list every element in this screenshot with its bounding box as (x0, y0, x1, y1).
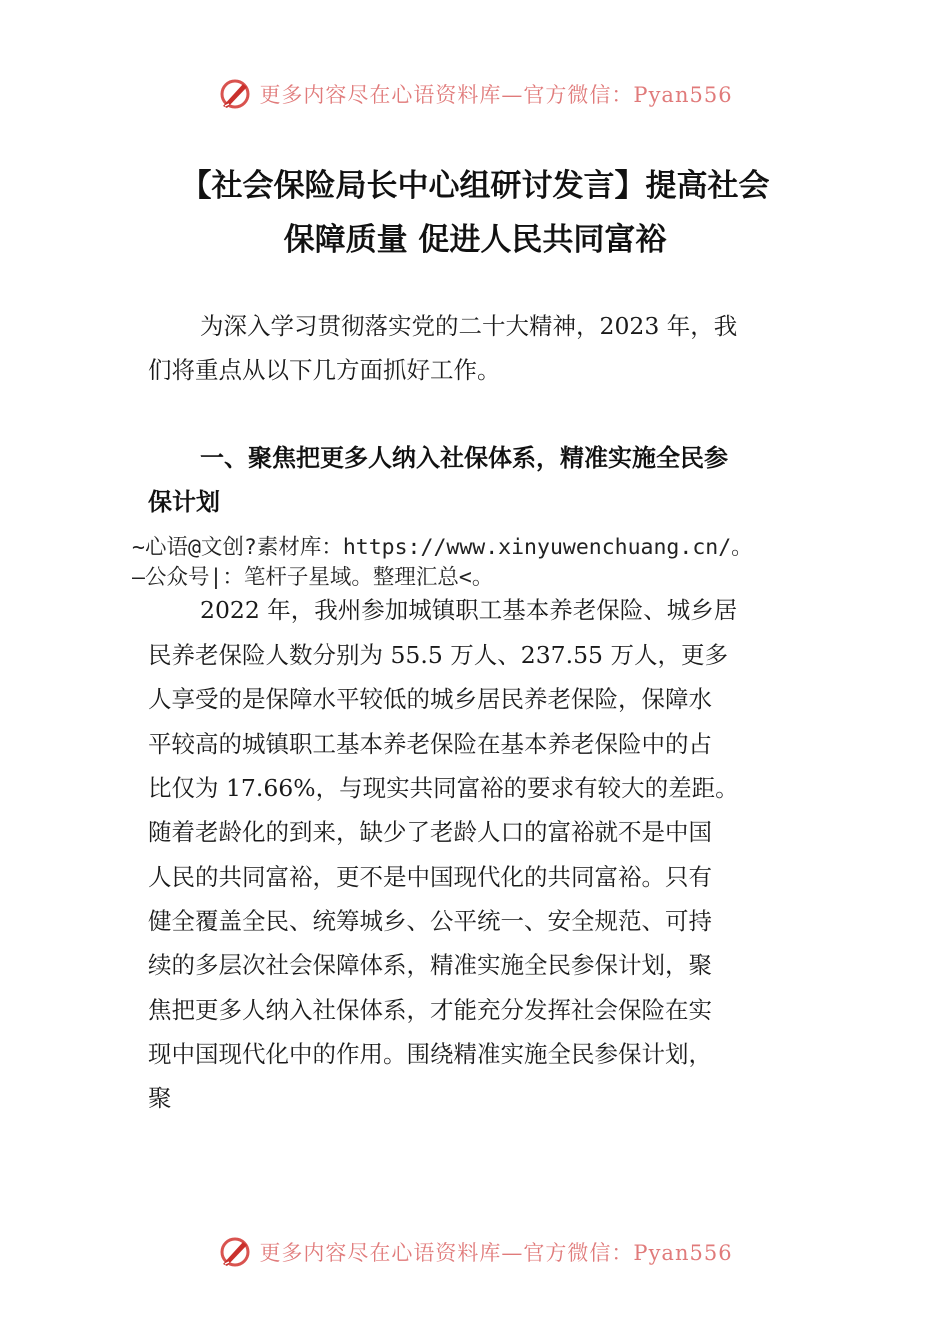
paragraph-line: 人享受的是保障水平较低的城乡居民养老保险，保障水 (148, 685, 712, 713)
footer-banner (0, 1230, 950, 1274)
intro-line-1: 为深入学习贯彻落实党的二十大精神，2023 年，我 (200, 312, 738, 340)
header-banner (0, 72, 950, 116)
source-note-line-1: ~心语@文创?素材库：https://www.xinyuwenchuang.cn/。 (132, 535, 753, 560)
paragraph-line: 随着老龄化的到来，缺少了老龄人口的富裕就不是中国 (148, 818, 712, 846)
paragraph-line: 续的多层次社会保障体系，精准实施全民参保计划，聚 (148, 951, 712, 979)
paragraph-line: 健全覆盖全民、统筹城乡、公平统一、安全规范、可持 (148, 907, 712, 935)
section-heading-line-1: 一、聚焦把更多人纳入社保体系，精准实施全民参 (200, 444, 728, 472)
page-title-line-1: 【社会保险局长中心组研讨发言】提高社会 (180, 168, 770, 204)
paragraph-line: 平较高的城镇职工基本养老保险在基本养老保险中的占 (148, 730, 712, 758)
source-note-line-2: —公众号|：笔杆子星域。整理汇总<。 (132, 565, 494, 590)
banner-text: 更多内容尽在心语资料库—官方微信：Pyan556 (259, 83, 733, 107)
paragraph-line: 现中国现代化中的作用。围绕精准实施全民参保计划， (148, 1040, 712, 1068)
pen-logo-icon (217, 76, 253, 112)
intro-line-2: 们将重点从以下几方面抓好工作。 (148, 356, 501, 384)
paragraph-line: 民养老保险人数分别为 55.5 万人、237.55 万人，更多 (148, 641, 728, 669)
paragraph-line: 人民的共同富裕，更不是中国现代化的共同富裕。只有 (148, 863, 712, 891)
banner-text: 更多内容尽在心语资料库—官方微信：Pyan556 (259, 1241, 733, 1265)
pen-logo-icon (217, 1234, 253, 1270)
section-heading-line-2: 保计划 (148, 488, 220, 516)
paragraph-line: 比仅为 17.66%，与现实共同富裕的要求有较大的差距。 (148, 774, 739, 802)
page-title-line-2: 保障质量 促进人民共同富裕 (283, 222, 667, 258)
paragraph-line: 焦把更多人纳入社保体系，才能充分发挥社会保险在实 (148, 996, 712, 1024)
paragraph-line: 2022 年，我州参加城镇职工基本养老保险、城乡居 (200, 596, 738, 624)
paragraph-line: 聚 (148, 1084, 172, 1112)
